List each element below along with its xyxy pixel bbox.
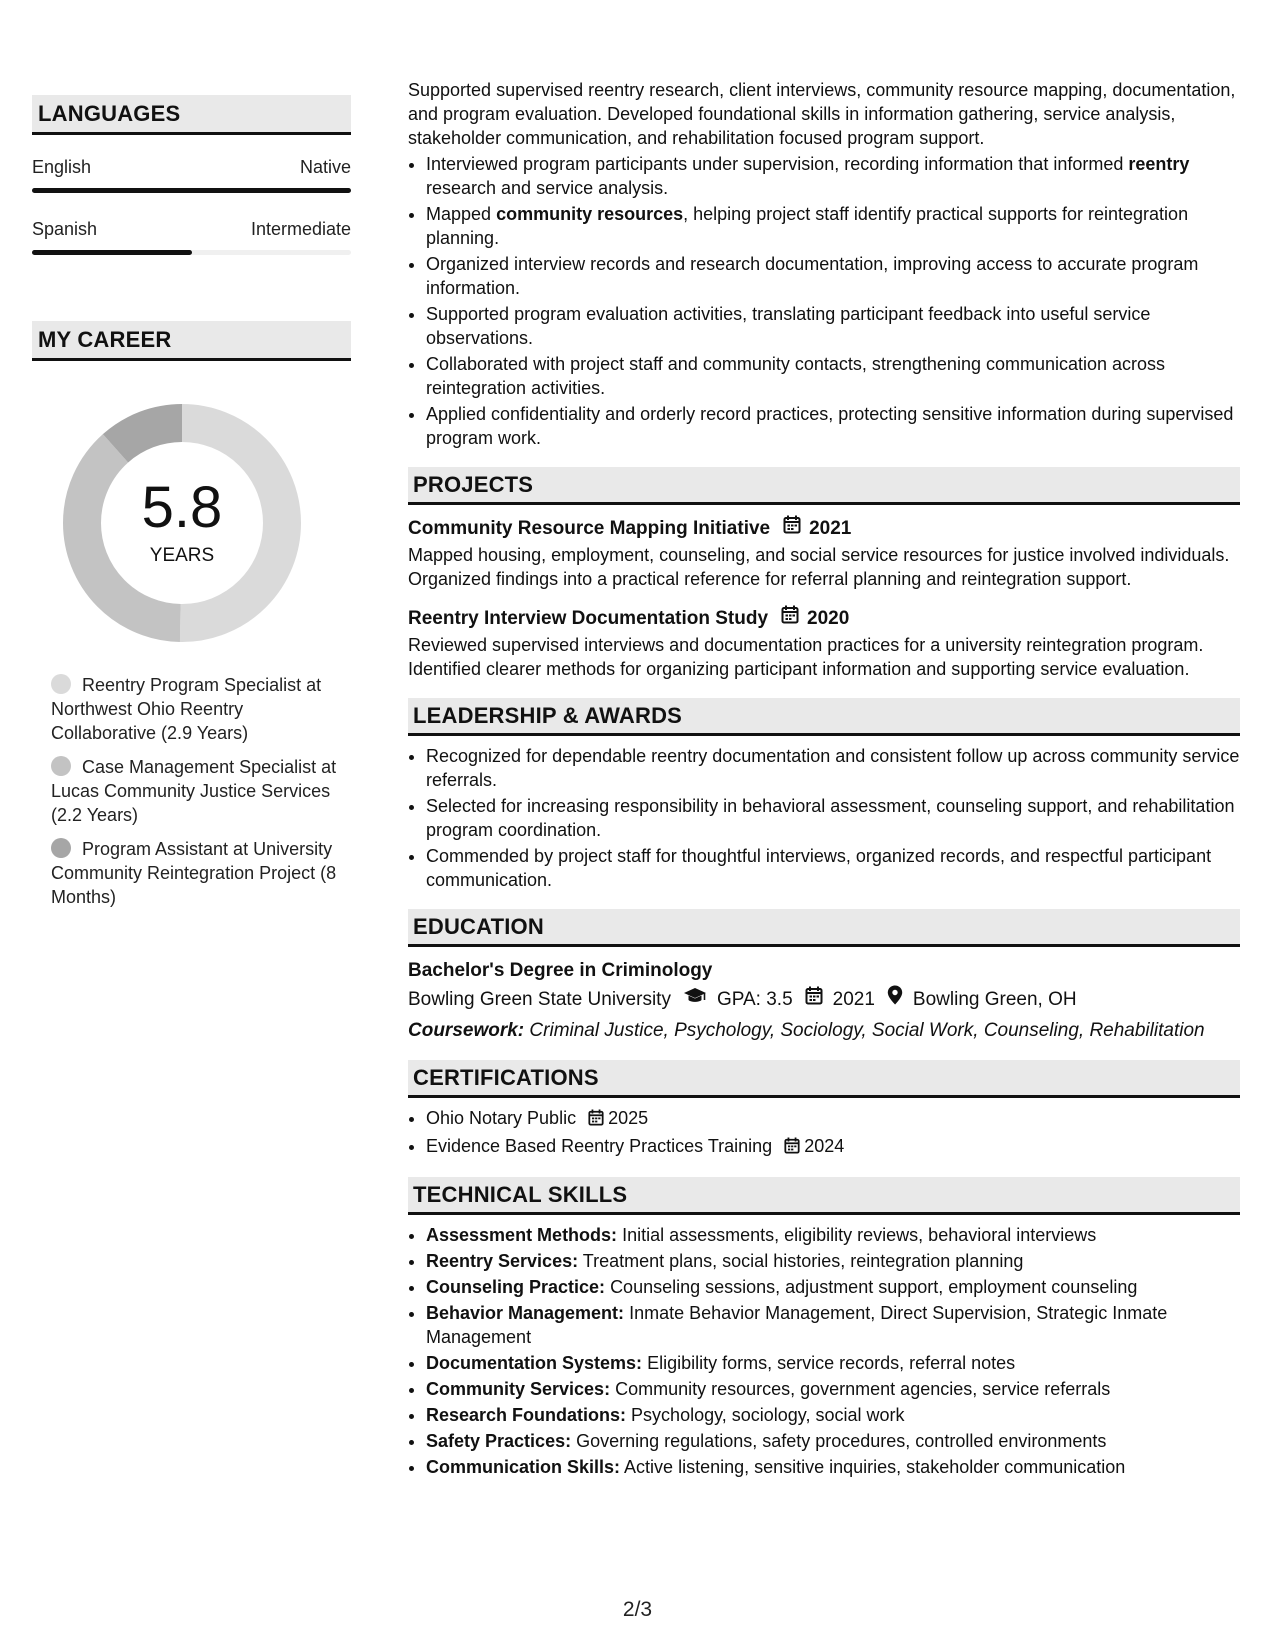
skill-item	[426, 1403, 1240, 1427]
career-legend-label: Case Management Specialist at Lucas Community Justice Services (2.2 Years)	[51, 757, 337, 825]
legend-dot	[51, 756, 71, 776]
calendar-icon	[784, 1136, 800, 1160]
skill-value: Governing regulations, safety procedures, controlled environments	[576, 1431, 1107, 1451]
language-level: Native	[299, 157, 351, 177]
skill-label: Assessment Methods:	[426, 1225, 618, 1245]
calendar-icon	[805, 985, 823, 1015]
skills-heading: TECHNICAL SKILLS	[408, 1177, 1240, 1215]
career-legend-label: Reentry Program Specialist at Northwest Ohio Reentry Collaborative (2.9 Years)	[51, 675, 322, 743]
language-item	[32, 157, 351, 193]
experience-bullet: • Mapped community resources, helping project staff identify practical supports for reintegration planning.	[426, 202, 1240, 250]
project-year: 2021	[809, 518, 852, 539]
languages-heading: LANGUAGES	[32, 95, 351, 135]
experience-bullet: • Applied confidentiality and orderly record practices, protecting sensitive information during supervised program work.	[426, 402, 1240, 450]
skill-label: Documentation Systems:	[426, 1353, 643, 1373]
language-proficiency-fill	[32, 250, 192, 255]
skill-label: Safety Practices:	[426, 1431, 572, 1451]
career-total-value: 5.8	[141, 475, 223, 540]
skill-label: Research Foundations:	[426, 1405, 627, 1425]
skill-value: Eligibility forms, service records, referral notes	[647, 1353, 1016, 1373]
skill-label: Reentry Services:	[426, 1251, 579, 1271]
experience-bullet: • Organized interview records and research documentation, improving access to accurate program information.	[426, 252, 1240, 300]
leadership-bullet: • Recognized for dependable reentry documentation and consistent follow up across community service referrals.	[426, 744, 1240, 792]
career-total-unit: YEARS	[149, 545, 215, 566]
skill-value: Inmate Behavior Management, Direct Supervision, Strategic Inmate Management	[426, 1303, 1168, 1347]
project-item	[408, 515, 1240, 591]
career-heading: MY CAREER	[32, 321, 351, 361]
leadership-section	[408, 698, 1240, 892]
project-item	[408, 605, 1240, 681]
career-legend-item	[51, 755, 351, 827]
projects-section	[408, 467, 1240, 681]
skill-item	[426, 1455, 1240, 1479]
career-section	[32, 321, 351, 909]
skill-value: Counseling sessions, adjustment support, employment counseling	[610, 1277, 1138, 1297]
skill-item	[426, 1249, 1240, 1273]
skill-item	[426, 1275, 1240, 1299]
career-legend-item	[51, 673, 351, 745]
experience-bullet: • Supported program evaluation activities, translating participant feedback into useful service observations.	[426, 302, 1240, 350]
certification-name: Ohio Notary Public	[426, 1108, 577, 1128]
certification-name: Evidence Based Reentry Practices Training	[426, 1136, 773, 1156]
legend-dot	[51, 674, 71, 694]
certification-year: 2024	[804, 1136, 845, 1156]
experience-summary: Supported supervised reentry research, client interviews, community resource mapping, documentation, and program evaluation. Developed foundational skills in information gathering, service analysis, stakeholder communication, and rehabilitation focused program support.	[408, 80, 1236, 148]
project-title: Community Resource Mapping Initiative	[408, 518, 771, 539]
leadership-bullet: • Selected for increasing responsibility in behavioral assessment, counseling support, and rehabilitation program coordination.	[426, 794, 1240, 842]
gpa: GPA: 3.5	[716, 989, 793, 1010]
leadership-bullet: • Commended by project staff for thoughtful interviews, organized records, and respectful participant communication.	[426, 844, 1240, 892]
sidebar	[32, 95, 351, 919]
calendar-icon	[588, 1108, 604, 1132]
skill-item	[426, 1301, 1240, 1349]
coursework-list: Criminal Justice, Psychology, Sociology, Social Work, Counseling, Rehabilitation	[529, 1020, 1205, 1041]
project-title: Reentry Interview Documentation Study	[408, 608, 769, 629]
experience-section	[408, 78, 1240, 450]
degree-title: Bachelor's Degree in Criminology	[408, 960, 713, 981]
coursework-label: Coursework:	[408, 1020, 525, 1041]
school-name: Bowling Green State University	[408, 989, 671, 1010]
calendar-icon	[783, 515, 801, 543]
school-location: Bowling Green, OH	[912, 989, 1077, 1010]
projects-heading: PROJECTS	[408, 467, 1240, 505]
career-legend-label: Program Assistant at University Community Reintegration Project (8 Months)	[51, 839, 337, 907]
map-pin-icon	[887, 985, 903, 1015]
skill-item	[426, 1377, 1240, 1401]
language-proficiency-bar	[32, 250, 351, 255]
certifications-heading: CERTIFICATIONS	[408, 1060, 1240, 1098]
certification-year: 2025	[608, 1108, 649, 1128]
skill-label: Behavior Management:	[426, 1303, 625, 1323]
certification-item	[426, 1134, 1240, 1160]
skill-label: Counseling Practice:	[426, 1277, 606, 1297]
legend-dot	[51, 838, 71, 858]
language-item	[32, 219, 351, 255]
career-legend	[32, 673, 351, 909]
skill-value: Community resources, government agencies, service referrals	[615, 1379, 1111, 1399]
skill-value: Active listening, sensitive inquiries, stakeholder communication	[624, 1457, 1126, 1477]
page-number: 2/3	[622, 1598, 653, 1621]
language-name: English	[32, 157, 92, 177]
coursework	[408, 1019, 1240, 1043]
language-level: Intermediate	[250, 219, 351, 239]
calendar-icon	[781, 605, 799, 633]
skill-value: Initial assessments, eligibility reviews, behavioral interviews	[622, 1225, 1097, 1245]
career-donut-chart	[62, 403, 302, 643]
skill-item	[426, 1351, 1240, 1375]
skill-value: Treatment plans, social histories, reintegration planning	[582, 1251, 1024, 1271]
experience-bullet: • Interviewed program participants under supervision, recording information that informed reentry research and service analysis.	[426, 152, 1240, 200]
leadership-heading: LEADERSHIP & AWARDS	[408, 698, 1240, 736]
graduation-cap-icon	[683, 985, 707, 1015]
education-heading: EDUCATION	[408, 909, 1240, 947]
education-section	[408, 909, 1240, 1043]
language-proficiency-bar	[32, 188, 351, 193]
certification-item	[426, 1106, 1240, 1132]
graduation-year: 2021	[832, 989, 875, 1010]
language-proficiency-fill	[32, 188, 351, 193]
certifications-section	[408, 1060, 1240, 1160]
experience-bullet: • Collaborated with project staff and community contacts, strengthening communication across reintegration activities.	[426, 352, 1240, 400]
skills-section	[408, 1177, 1240, 1479]
languages-section	[32, 95, 351, 255]
skill-label: Community Services:	[426, 1379, 611, 1399]
project-description: Reviewed supervised interviews and documentation practices for a university reintegration program. Identified clearer methods for organizing participant information and supporting service evaluation.	[408, 635, 1204, 679]
skill-label: Communication Skills:	[426, 1457, 621, 1477]
skill-item	[426, 1223, 1240, 1247]
project-year: 2020	[807, 608, 850, 629]
language-name: Spanish	[32, 219, 98, 239]
career-legend-item	[51, 837, 351, 909]
skill-value: Psychology, sociology, social work	[631, 1405, 905, 1425]
skill-item	[426, 1429, 1240, 1453]
project-description: Mapped housing, employment, counseling, and social service resources for justice involved individuals. Organized findings into a practical reference for referral planning and reintegration support.	[408, 545, 1230, 589]
main-content	[408, 78, 1240, 1481]
